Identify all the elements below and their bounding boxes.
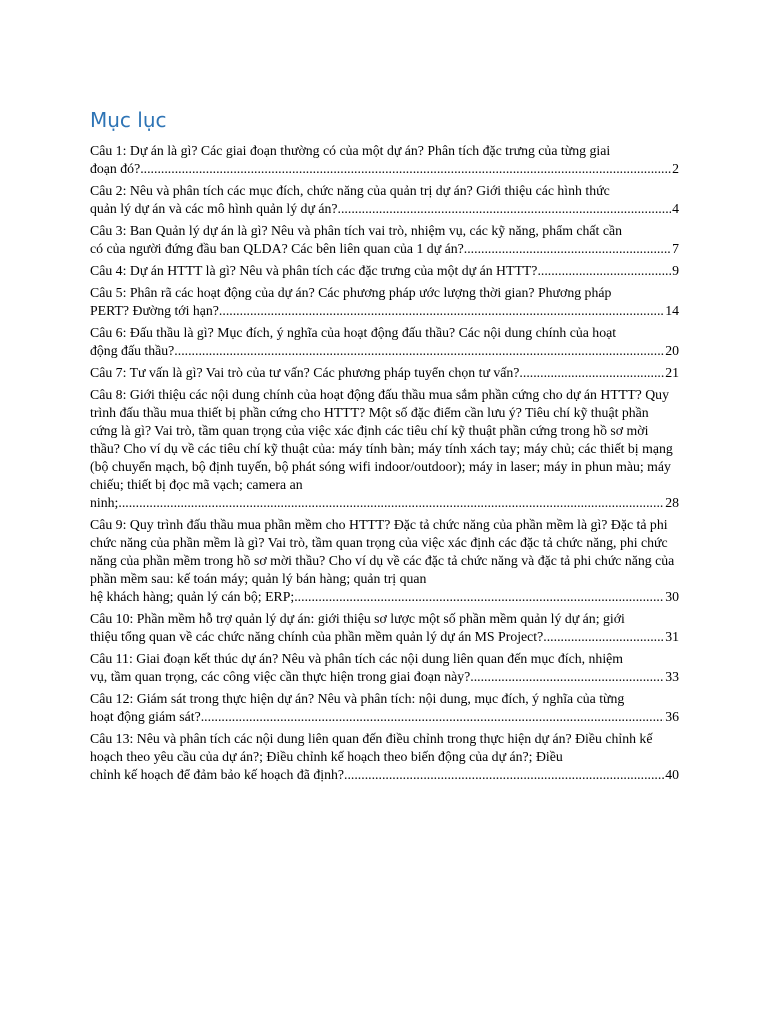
toc-entry-title-end: hoạt động giám sát? bbox=[90, 709, 201, 724]
toc-page-number: 14 bbox=[665, 303, 679, 318]
toc-dot-leader bbox=[201, 708, 664, 726]
toc-entry-title-end: vụ, tầm quan trọng, các công việc cần thực hiện trong giai đoạn này? bbox=[90, 669, 471, 684]
toc-page-number: 20 bbox=[665, 343, 679, 358]
toc-dot-leader bbox=[140, 160, 671, 178]
toc-page-number: 30 bbox=[665, 589, 679, 604]
toc-entry-last-line bbox=[90, 240, 679, 258]
toc-dot-leader bbox=[118, 494, 664, 512]
toc-page-number: 4 bbox=[672, 201, 679, 216]
toc-entry-title-end: có của người đứng đầu ban QLDA? Các bên liên quan của 1 dự án? bbox=[90, 241, 464, 256]
toc-entry-last-line bbox=[90, 766, 679, 784]
toc-entry[interactable] bbox=[90, 690, 679, 726]
toc-entry-title: Câu 11: Giai đoạn kết thúc dự án? Nêu và phân tích các nội dung liên quan đến mục đích, nhiệm bbox=[90, 651, 624, 666]
toc-entry-last-line bbox=[90, 160, 679, 178]
toc-entry-title-end: quản lý dự án và các mô hình quản lý dự án? bbox=[90, 201, 338, 216]
toc-dot-leader bbox=[174, 342, 664, 360]
toc-entry-title: Câu 9: Quy trình đấu thầu mua phần mềm cho HTTT? Đặc tả chức năng của phần mềm là gì? Đặc tả phi chức năng của phần mềm là gì? Vai trò, tầm quan trọng của việc xác định các đặc tả chức năng, phi chức năng của phần mềm trong hồ sơ mời thầu? Cho ví dụ về các đặc tả chức năng và đặc tả phi chức năng của phần mềm sau: kế toán máy; quản lý bán hàng; quản trị quan bbox=[90, 517, 675, 586]
toc-page-number: 21 bbox=[665, 365, 679, 380]
toc-entry[interactable] bbox=[90, 364, 679, 382]
toc-dot-leader bbox=[294, 588, 664, 606]
toc-entry[interactable] bbox=[90, 386, 679, 512]
toc-entry-title-end: PERT? Đường tới hạn? bbox=[90, 303, 219, 318]
toc-entry[interactable] bbox=[90, 650, 679, 686]
toc-dot-leader bbox=[344, 766, 664, 784]
toc-entry-title: Câu 10: Phần mềm hỗ trợ quản lý dự án: giới thiệu sơ lược một số phần mềm quản lý dự án; giới bbox=[90, 611, 625, 626]
toc-entry-title-end: động đấu thầu? bbox=[90, 343, 175, 358]
toc-heading: Mục lục bbox=[90, 108, 167, 132]
toc-dot-leader bbox=[338, 200, 672, 218]
toc-page-number: 9 bbox=[672, 263, 679, 278]
toc-entry-title: Câu 5: Phân rã các hoạt động của dự án? Các phương pháp ước lượng thời gian? Phương pháp bbox=[90, 285, 612, 300]
toc-dot-leader bbox=[537, 262, 671, 280]
toc-page-number: 2 bbox=[672, 161, 679, 176]
toc-page-number: 33 bbox=[665, 669, 679, 684]
toc-entry[interactable] bbox=[90, 284, 679, 320]
toc-entry-title: Câu 1: Dự án là gì? Các giai đoạn thường có của một dự án? Phân tích đặc trưng của từng giai bbox=[90, 143, 611, 158]
toc-entry[interactable] bbox=[90, 730, 679, 784]
toc-entry-last-line bbox=[90, 342, 679, 360]
toc-entry-title: Câu 8: Giới thiệu các nội dung chính của hoạt động đấu thầu mua sắm phần cứng cho dự án HTTT? Quy trình đấu thầu mua thiết bị phần cứng cho HTTT? Một số đặc điểm cần lưu ý? Tiêu chí kỹ thuật phần cứng là gì? Vai trò, tầm quan trọng của việc xác định các tiêu chí kỹ thuật phần cứng trong hồ sơ mời thầu? Cho ví dụ về các tiêu chí kỹ thuật của: máy tính bàn; máy tính xách tay; máy chủ; các thiết bị mạng (bộ chuyển mạch, bộ định tuyến, bộ phát sóng wifi indoor/outdoor); máy in laser; máy in phun màu; máy chiếu; thiết bị đọc mã vạch; camera an bbox=[90, 387, 673, 492]
toc-entry-title: Câu 13: Nêu và phân tích các nội dung liên quan đến điều chỉnh trong thực hiện dự án? Điều chỉnh kế hoạch theo yêu cầu của dự án?; Điều chỉnh kế hoạch theo biến động của dự án?; Điều bbox=[90, 731, 653, 764]
toc-entry-last-line bbox=[90, 708, 679, 726]
toc-entry-title-end: thiệu tổng quan về các chức năng chính của phần mềm quản lý dự án MS Project? bbox=[90, 629, 544, 644]
toc-entry-title: Câu 3: Ban Quản lý dự án là gì? Nêu và phân tích vai trò, nhiệm vụ, các kỹ năng, phẩm chất cần bbox=[90, 223, 622, 238]
toc-entry-last-line bbox=[90, 200, 679, 218]
toc-dot-leader bbox=[470, 668, 664, 686]
toc-page bbox=[90, 106, 679, 788]
toc-list bbox=[90, 142, 679, 784]
toc-entry-last-line bbox=[90, 364, 679, 382]
toc-entry-title: Câu 6: Đấu thầu là gì? Mục đích, ý nghĩa của hoạt động đấu thầu? Các nội dung chính của hoạt bbox=[90, 325, 617, 340]
toc-entry[interactable] bbox=[90, 610, 679, 646]
toc-dot-leader bbox=[219, 302, 664, 320]
toc-entry-last-line bbox=[90, 588, 679, 606]
toc-entry[interactable] bbox=[90, 262, 679, 280]
toc-entry-last-line bbox=[90, 494, 679, 512]
toc-entry[interactable] bbox=[90, 222, 679, 258]
toc-page-number: 36 bbox=[665, 709, 679, 724]
toc-entry-title-end: hệ khách hàng; quản lý cán bộ; ERP; bbox=[90, 589, 295, 604]
toc-page-number: 7 bbox=[672, 241, 679, 256]
toc-entry[interactable] bbox=[90, 142, 679, 178]
toc-entry[interactable] bbox=[90, 182, 679, 218]
toc-entry-last-line bbox=[90, 262, 679, 280]
toc-entry-title-end: Câu 4: Dự án HTTT là gì? Nêu và phân tích các đặc trưng của một dự án HTTT? bbox=[90, 263, 538, 278]
toc-dot-leader bbox=[543, 628, 664, 646]
toc-entry-last-line bbox=[90, 302, 679, 320]
toc-page-number: 31 bbox=[665, 629, 679, 644]
toc-entry-last-line bbox=[90, 628, 679, 646]
toc-entry-title-end: ninh; bbox=[90, 495, 119, 510]
toc-page-number: 40 bbox=[665, 767, 679, 782]
toc-entry-title-end: chỉnh kế hoạch để đảm bảo kế hoạch đã định? bbox=[90, 767, 344, 782]
toc-dot-leader bbox=[519, 364, 664, 382]
toc-entry[interactable] bbox=[90, 324, 679, 360]
toc-entry-title-end: Câu 7: Tư vấn là gì? Vai trò của tư vấn? Các phương pháp tuyển chọn tư vấn? bbox=[90, 365, 520, 380]
toc-dot-leader bbox=[464, 240, 671, 258]
toc-page-number: 28 bbox=[665, 495, 679, 510]
toc-entry-last-line bbox=[90, 668, 679, 686]
toc-entry-title-end: đoạn đó? bbox=[90, 161, 141, 176]
toc-entry-title: Câu 2: Nêu và phân tích các mục đích, chức năng của quản trị dự án? Giới thiệu các hình thức bbox=[90, 183, 610, 198]
toc-entry[interactable] bbox=[90, 516, 679, 606]
toc-entry-title: Câu 12: Giám sát trong thực hiện dự án? Nêu và phân tích: nội dung, mục đích, ý nghĩa của từng bbox=[90, 691, 625, 706]
